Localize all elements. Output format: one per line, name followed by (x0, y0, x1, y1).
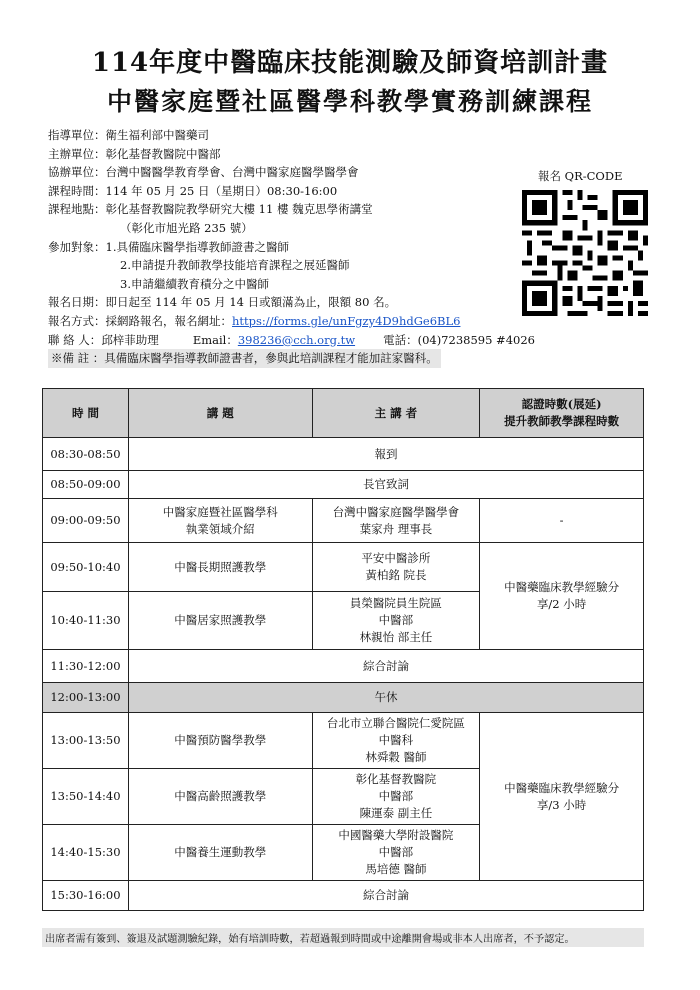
speaker-cell (312, 825, 480, 881)
table-row (43, 650, 644, 683)
target-item: 1.具備臨床醫學指導教師證書之醫師 (105, 239, 289, 254)
qr-code-icon[interactable] (522, 190, 648, 316)
speaker-line: 林親怡 部主任 (359, 630, 433, 644)
header-time: 時 間 (43, 389, 129, 438)
table-row (43, 713, 644, 769)
time-cell: 13:50-14:40 (43, 769, 129, 825)
session-cell: 報到 (128, 438, 643, 471)
credit-line: 中醫藥臨床教學經驗分 (504, 580, 620, 594)
session-cell: 長官致詞 (128, 471, 643, 499)
email-label: Email： (192, 332, 238, 347)
phone-value: (04)7238595 #4026 (417, 332, 535, 347)
time-cell: 11:30-12:00 (43, 650, 129, 683)
credit-line: 中醫藥臨床教學經驗分 (504, 780, 620, 795)
speaker-cell (312, 713, 480, 769)
speaker-cell (312, 499, 480, 543)
time-cell: 13:00-13:50 (43, 713, 129, 769)
qr-code-label: 報名 QR-CODE (538, 169, 623, 183)
remark-note: ※備 註 ：具備臨床醫學指導教師證書者，參與此培訓課程才能加註家醫科。 (48, 349, 441, 368)
co-organizer-label: 協辦單位： (48, 165, 106, 180)
speaker-line: 台灣中醫家庭醫學醫學會 (332, 504, 460, 519)
organizer-value: 彰化基督教醫院中醫部 (105, 146, 221, 161)
speaker-line: 馬培德 醫師 (365, 862, 427, 876)
speaker-line: 平安中醫診所 (361, 551, 431, 565)
course-place-label: 課程地點： (48, 202, 106, 217)
signup-date-label: 報名日期： (48, 295, 106, 310)
speaker-line: 台北市立聯合醫院仁愛院區 (326, 716, 465, 730)
table-row (43, 881, 644, 911)
time-cell: 14:40-15:30 (43, 825, 129, 881)
topic-cell: 中醫長期照護教學 (128, 543, 312, 592)
target-item: 2.申請提升教師教學技能培育課程之展延醫師 (120, 258, 350, 273)
topic-cell: 中醫養生運動教學 (128, 825, 312, 881)
signup-method-value: 採網路報名，報名網址： (105, 313, 232, 328)
speaker-line: 陳運泰 副主任 (359, 806, 433, 820)
course-time-value: 114 年 05 月 25 日（星期日）08:30-16:00 (105, 183, 338, 198)
speaker-line: 彰化基督教醫院 (355, 772, 437, 786)
table-row (43, 499, 644, 543)
header-credit-line1: 認證時數(展延) (521, 397, 602, 411)
time-cell: 10:40-11:30 (43, 592, 129, 650)
course-address: （彰化市旭光路 235 號） (120, 220, 253, 235)
signup-method-label: 報名方式： (48, 313, 106, 328)
page-title: 114年度中醫臨床技能測驗及師資培訓計畫 (91, 48, 609, 78)
speaker-line: 中醫部 (378, 613, 414, 627)
supervisor-label: 指導單位： (48, 128, 106, 142)
speaker-cell (312, 592, 480, 650)
speaker-line: 中醫部 (378, 789, 414, 803)
table-row (43, 438, 644, 471)
speaker-line: 中醫科 (378, 733, 414, 747)
session-cell: 綜合討論 (128, 650, 643, 683)
target-item: 3.申請繼續教育積分之中醫師 (120, 276, 269, 291)
organizer-label: 主辦單位： (48, 146, 106, 161)
time-cell: 08:50-09:00 (43, 471, 129, 499)
session-cell: 午休 (128, 683, 643, 713)
credit-cell (480, 543, 644, 650)
speaker-cell (312, 543, 480, 592)
page-subtitle: 中醫家庭暨社區醫學科教學實務訓練課程 (106, 87, 593, 116)
topic-cell: 中醫居家照護教學 (128, 592, 312, 650)
speaker-line: 葉家舟 理事長 (359, 521, 433, 536)
email-link[interactable]: 398236@cch.org.tw (237, 332, 356, 347)
time-cell: 12:00-13:00 (43, 683, 129, 713)
table-row (43, 471, 644, 499)
topic-line: 執業領域介紹 (185, 521, 255, 536)
time-cell: 08:30-08:50 (43, 438, 129, 471)
credit-cell (480, 713, 644, 881)
footer-note: 出席者需有簽到、簽退及試題測驗紀錄，始有培訓時數，若超過報到時間或中途離開會場或非本人出席者，不予認定。 (42, 928, 644, 947)
table-row (43, 543, 644, 592)
header-speaker: 主 講 者 (312, 389, 480, 438)
target-label: 參加對象： (48, 239, 106, 254)
contact-label: 聯 絡 人： (48, 332, 102, 347)
table-row-lunch (43, 683, 644, 713)
time-cell: 15:30-16:00 (43, 881, 129, 911)
speaker-line: 中國醫藥大學附設醫院 (338, 828, 454, 842)
credit-cell: - (480, 499, 644, 543)
phone-label: 電話： (383, 332, 418, 347)
speaker-line: 中醫部 (378, 845, 414, 859)
credit-line: 享/2 小時 (536, 597, 587, 611)
speaker-line: 員榮醫院員生院區 (349, 596, 442, 610)
time-cell: 09:50-10:40 (43, 543, 129, 592)
course-place-value: 彰化基督教醫院教學研究大樓 11 樓 魏克思學術講堂 (105, 202, 373, 217)
contact-name: 邱梓菲助理 (101, 332, 159, 347)
topic-cell: 中醫預防醫學教學 (128, 713, 312, 769)
credit-line: 享/3 小時 (536, 797, 587, 812)
header-credit (480, 389, 644, 438)
time-cell: 09:00-09:50 (43, 499, 129, 543)
supervisor-value: 衛生福利部中醫藥司 (105, 128, 209, 142)
schedule-table (42, 388, 644, 911)
speaker-cell (312, 769, 480, 825)
table-header-row (43, 389, 644, 438)
header-credit-line2: 提升教師教學課程時數 (504, 414, 620, 428)
co-organizer-value: 台灣中醫醫學教育學會、台灣中醫家庭醫學醫學會 (105, 165, 359, 180)
header-topic: 講 題 (128, 389, 312, 438)
course-time-label: 課程時間： (48, 183, 106, 198)
session-cell: 綜合討論 (128, 881, 643, 911)
signup-link[interactable]: https://forms.gle/unFgzy4D9hdGe6BL6 (232, 313, 461, 328)
topic-cell (128, 499, 312, 543)
signup-date-value: 即日起至 114 年 05 月 14 日或額滿為止，限額 80 名。 (105, 295, 397, 310)
topic-line: 中醫家庭暨社區醫學科 (162, 504, 278, 519)
topic-cell: 中醫高齡照護教學 (128, 769, 312, 825)
speaker-line: 黃柏銘 院長 (365, 568, 427, 582)
speaker-line: 林舜穀 醫師 (365, 750, 427, 764)
